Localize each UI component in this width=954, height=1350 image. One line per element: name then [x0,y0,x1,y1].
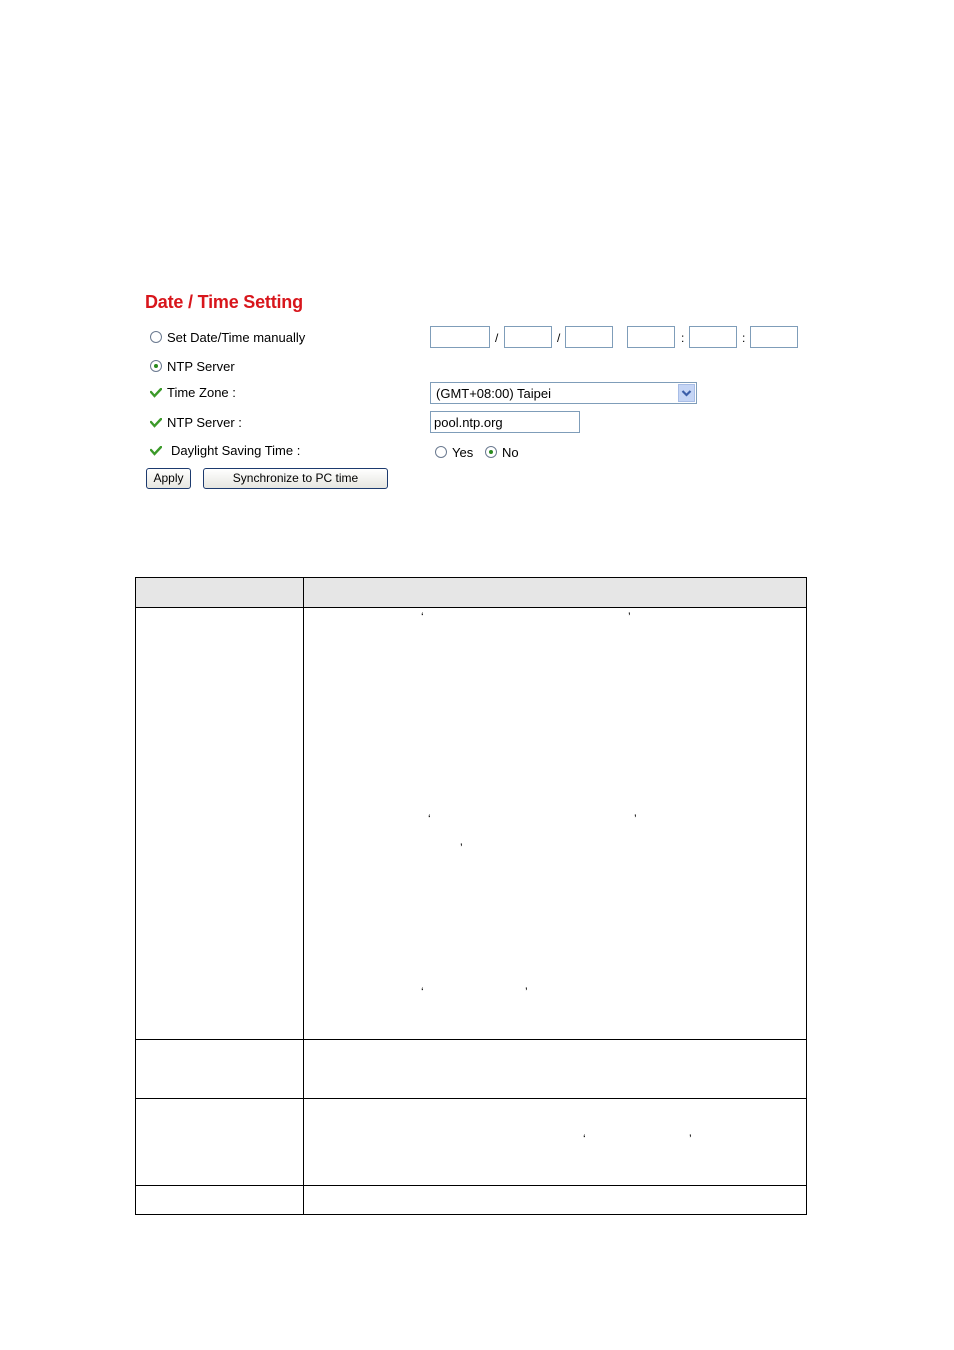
date-separator: / [557,331,561,345]
quote-mark: ’ [689,1132,692,1146]
table-cell [136,608,304,1040]
manual-label: Set Date/Time manually [167,330,306,345]
table-cell [136,1186,304,1215]
checkmark-icon [150,388,162,398]
ntp-server-label: NTP Server : [167,415,242,430]
time-separator: : [742,331,746,345]
dst-label: Daylight Saving Time : [171,443,301,458]
second-input[interactable] [750,326,798,348]
date-separator: / [495,331,499,345]
quote-mark: ‘ [428,812,431,826]
table-cell [304,1099,807,1186]
table-row [136,1186,807,1215]
quote-mark: ’ [460,841,463,855]
table-row [136,578,807,608]
checkmark-icon [150,446,162,456]
table-row [136,608,807,1040]
time-separator: : [681,331,685,345]
minute-input[interactable] [689,326,737,348]
month-input[interactable] [504,326,552,348]
day-input[interactable] [565,326,613,348]
page-title: Date / Time Setting [145,292,303,312]
year-input[interactable] [430,326,490,348]
table-cell [304,608,807,1040]
time-zone-label: Time Zone : [167,385,236,400]
dst-no-label: No [502,445,519,460]
table-cell [136,1040,304,1099]
dst-yes-radio[interactable] [435,446,447,458]
table-cell [136,1099,304,1186]
ntp-server-input[interactable] [430,411,580,433]
apply-button[interactable]: Apply [146,468,191,489]
table-row [136,1040,807,1099]
ntp-radio[interactable] [150,360,162,372]
table-cell [304,1040,807,1099]
checkmark-icon [150,418,162,428]
ntp-label: NTP Server [167,359,235,374]
table-cell [304,1186,807,1215]
time-zone-select[interactable] [430,382,697,404]
dst-no-radio[interactable] [485,446,497,458]
dst-yes-label: Yes [452,445,474,460]
quote-mark: ’ [628,610,631,624]
sync-pc-time-button[interactable]: Synchronize to PC time [203,468,388,489]
quote-mark: ‘ [583,1132,586,1146]
quote-mark: ‘ [421,985,424,999]
quote-mark: ‘ [421,610,424,624]
quote-mark: ’ [525,985,528,999]
description-table [135,577,807,1215]
time-zone-value: (GMT+08:00) Taipei [436,386,552,401]
table-header-cell [136,578,304,608]
table-row [136,1099,807,1186]
chevron-down-icon[interactable] [678,384,695,402]
hour-input[interactable] [627,326,675,348]
table-header-cell [304,578,807,608]
quote-mark: ’ [634,812,637,826]
manual-radio[interactable] [150,331,162,343]
